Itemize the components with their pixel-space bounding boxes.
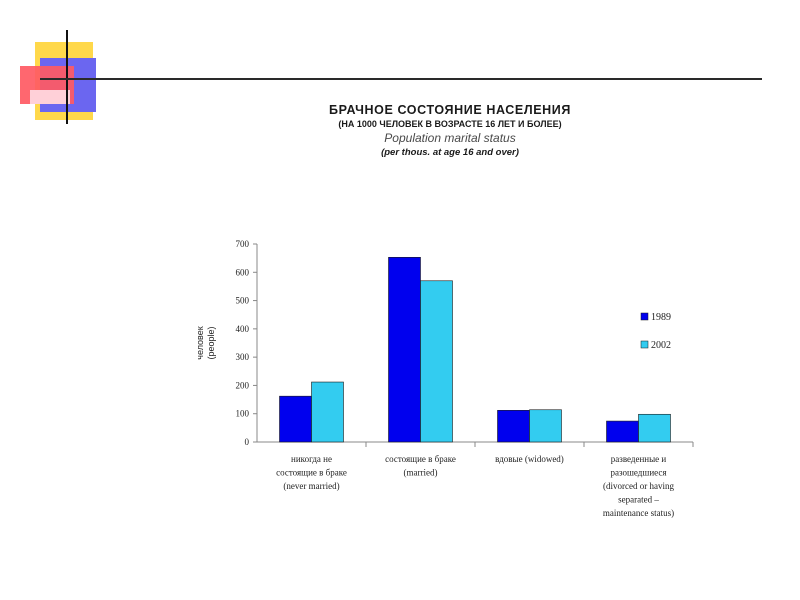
bar-2002 [639, 414, 671, 442]
y-axis-label: (people) [206, 326, 216, 360]
bar-2002 [530, 410, 562, 442]
chart-subtitle-en: (per thous. at age 16 and over) [381, 147, 519, 158]
y-tick-label: 700 [235, 239, 249, 249]
y-tick-label: 0 [244, 437, 249, 447]
bar-1989 [607, 421, 639, 442]
x-category-label: разведенные и [610, 454, 667, 464]
y-tick-label: 300 [235, 352, 249, 363]
legend-label-1989: 1989 [651, 312, 671, 323]
y-tick-label: 500 [235, 295, 249, 306]
bar-1989 [498, 410, 530, 442]
legend-swatch-1989 [641, 313, 648, 320]
y-tick-label: 200 [235, 380, 249, 391]
legend-swatch-2002 [641, 341, 648, 348]
x-category-label: (never married) [283, 481, 340, 491]
x-category-label: separated – [618, 494, 659, 505]
y-tick-label: 600 [235, 267, 249, 278]
chart-title-ru: БРАЧНОЕ СОСТОЯНИЕ НАСЕЛЕНИЯ [329, 103, 571, 117]
chart-subtitle-ru: (НА 1000 ЧЕЛОВЕК В ВОЗРАСТЕ 16 ЛЕТ И БОЛЕЕ) [338, 119, 562, 129]
x-category-label: вдовые (widowed) [495, 454, 564, 464]
bar-1989 [389, 257, 421, 442]
x-category-label: состоящие в браке [385, 454, 456, 464]
x-category-label: разошедшиеся [610, 467, 667, 478]
chart-title-en: Population marital status [384, 131, 516, 145]
y-tick-label: 100 [235, 408, 249, 419]
legend-label-2002: 2002 [651, 340, 671, 351]
x-category-label: (married) [403, 467, 438, 478]
x-category-label: никогда не [291, 454, 332, 464]
bar-2002 [312, 382, 344, 442]
bar-2002 [421, 281, 453, 442]
y-tick-label: 400 [235, 323, 249, 334]
x-category-label: (divorced or having [603, 481, 674, 491]
y-axis-label: человек [195, 326, 205, 360]
bar-1989 [280, 396, 312, 442]
x-category-label: состоящие в браке [276, 467, 347, 478]
x-category-label: maintenance status) [602, 508, 675, 518]
